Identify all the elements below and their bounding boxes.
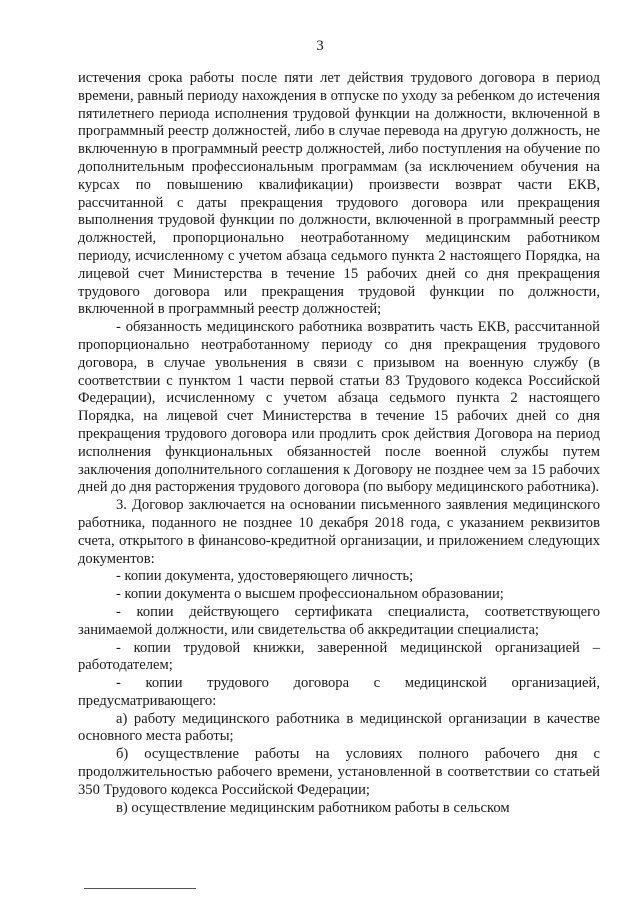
list-item: - копии документа о высшем профессиональном образовании;	[116, 586, 504, 603]
list-item: - копии трудового договора с медицинской организацией, предусматривающего:	[78, 675, 600, 709]
sub-item-a: а) работу медицинского работника в медицинской организации в качестве основного места работы;	[78, 710, 600, 745]
page-number: 3	[316, 38, 324, 54]
list-item: - копии действующего сертификата специалиста, соответствующего занимаемой должности, или свидетельства об аккредитации специалиста;	[78, 603, 600, 638]
sub-item-c: в) осуществление медицинским работником работы в сельском	[116, 799, 510, 816]
document-body	[78, 70, 600, 817]
paragraph-continuation: истечения срока работы после пяти лет действия трудового договора в период времени, равный периоду нахождения в отпуске по уходу за ребенком до истечения пятилетнего периода исполнения трудовой функции на должности, включенной в программный реестр должностей, либо в случае перевода на другую должность, не включенную в программный реестр должностей, либо поступления на обучение по дополнительным профессиональным программам (за исключением обучения на курсах по повышению квалификации) произвести возврат части ЕКВ, рассчитанной с даты прекращения трудового договора или прекращения выполнения трудовой функции по должности, включенной в программный реестр должностей, пропорционально неотработанному медицинским работником периоду, исчисленному с учетом абзаца седьмого пункта 2 настоящего Порядка, на лицевой счет Министерства в течение 15 рабочих дней со дня прекращения трудового договора или прекращения трудовой функции по должности, включенной в программный реестр должностей;	[78, 70, 600, 318]
list-item: - копии документа, удостоверяющего личность;	[116, 568, 414, 585]
paragraph-obligation: - обязанность медицинского работника возвратить часть ЕКВ, рассчитанной пропорционально неотработанному периоду со дня прекращения трудового договора, в случае увольнения в связи с призывом на военную службу (в соответствии с пунктом 1 части первой статьи 83 Трудового кодекса Российской Федерации), исчисленному с учетом абзаца седьмого пункта 2 настоящего Порядка, на лицевой счет Министерства в течение 15 рабочих дней со дня прекращения трудового договора или продлить срок действия Договора на период исполнения функциональных обязанностей после военной службы путем заключения дополнительного соглашения к Договору не позднее чем за 15 рабочих дней до дня расторжения трудового договора (по выбору медицинского работника).	[78, 319, 600, 496]
paragraph-clause-3: 3. Договор заключается на основании письменного заявления медицинского работника, поданного не позднее 10 декабря 2018 года, с указанием реквизитов счета, открытого в финансово-кредитной организации, и приложением следующих документов:	[78, 497, 600, 567]
list-item: - копии трудовой книжки, заверенной медицинской организацией – работодателем;	[78, 639, 600, 674]
footer-rule	[84, 888, 196, 889]
sub-item-b: б) осуществление работы на условиях полного рабочего дня с продолжительностью рабочего времени, установленной в соответствии со статьей 350 Трудового кодекса Российской Федерации;	[78, 746, 600, 798]
